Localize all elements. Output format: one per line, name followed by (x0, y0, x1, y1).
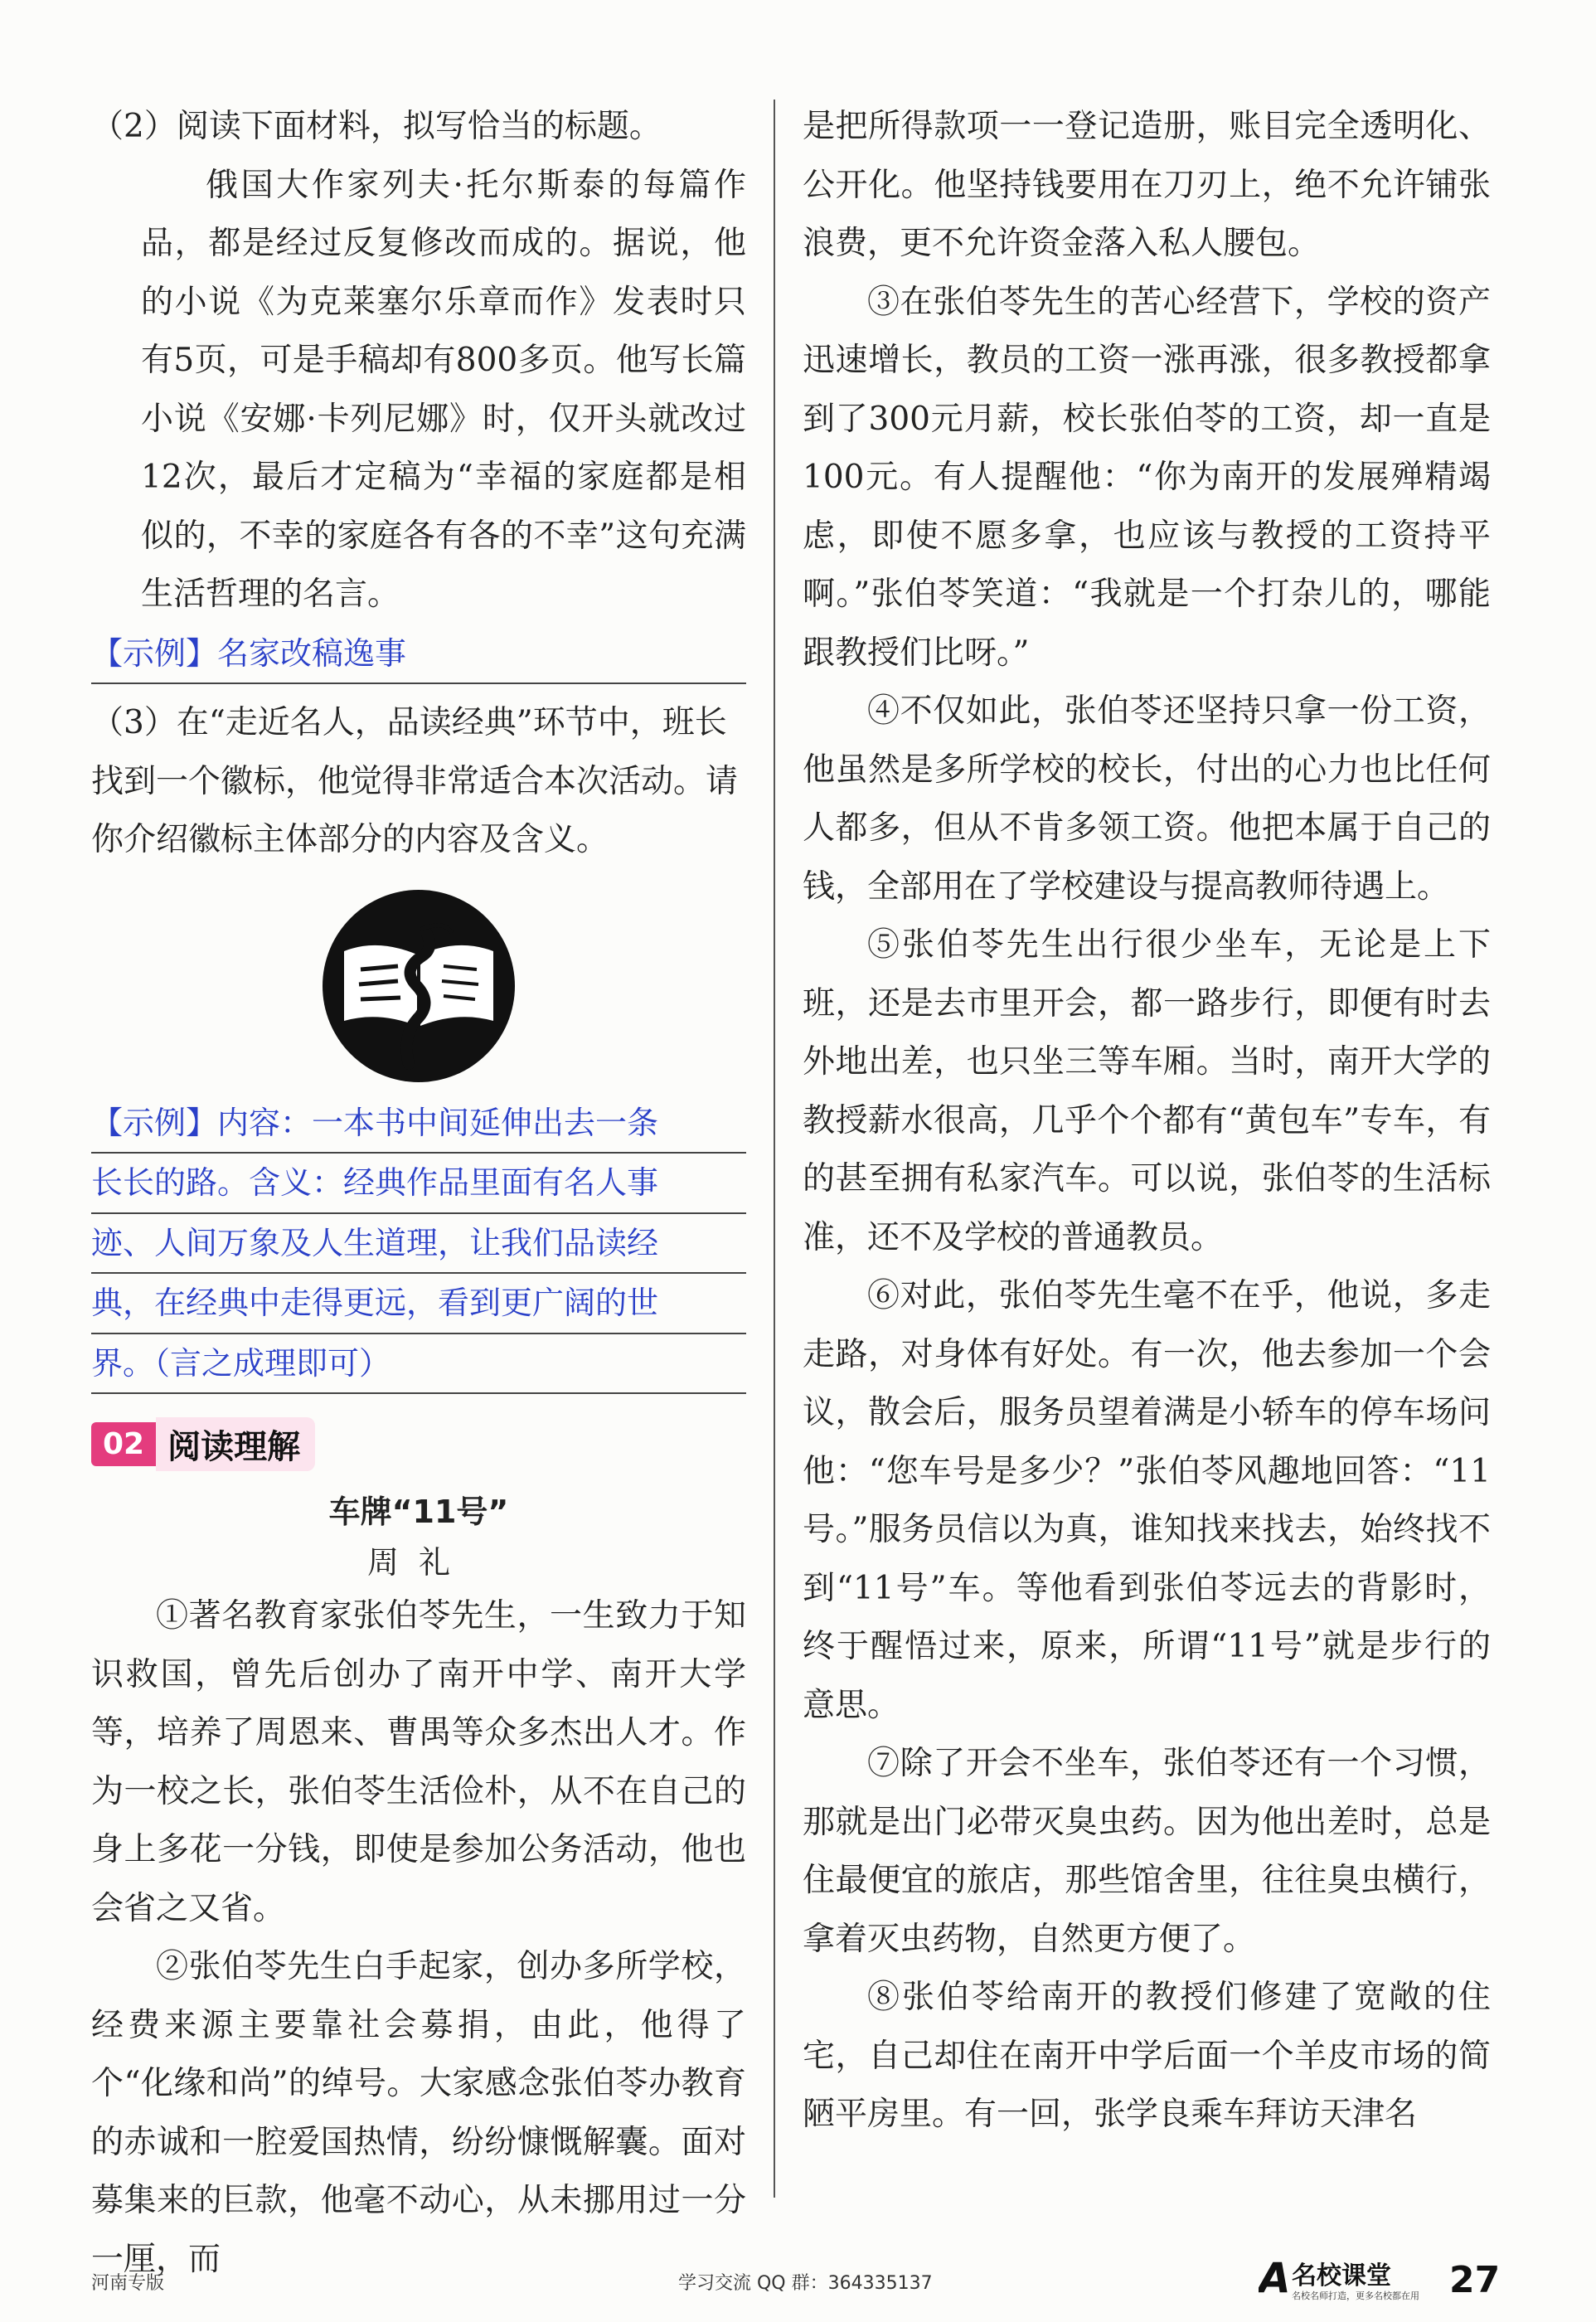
question-2-passage: 俄国大作家列夫·托尔斯泰的每篇作品，都是经过反复修改而成的。据说，他的小说《为克莱塞尔乐章而作》发表时只有5页，可是手稿却有800多页。他写长篇小说《安娜·卡列尼娜》时，仅开头就改过12次，最后才定稿为“幸福的家庭都是相似的，不幸的家庭各有各的不幸”这句充满生活哲理的名言。 (141, 166, 746, 613)
emblem-image (91, 887, 746, 1086)
answer-text: 名家改稿逸事 (217, 634, 407, 672)
article-author: 周礼 (366, 1544, 470, 1581)
answer-tag: 【示例】 (91, 634, 218, 672)
svg-text:A: A (1259, 2254, 1291, 2302)
page-number: 27 (1449, 2259, 1501, 2301)
question-2-answer (91, 624, 746, 685)
answer-line-3: 迹、人间万象及人生道理，让我们品读经 (91, 1214, 746, 1275)
open-book-road-emblem-icon (319, 887, 518, 1086)
question-3-prompt: （3）在“走近名人，品读经典”环节中，班长找到一个徽标，他觉得非常适合本次活动。请你介绍徽标主体部分的内容及含义。 (91, 704, 739, 858)
brand-logo (1259, 2254, 1441, 2304)
section-title: 阅读理解 (156, 1417, 315, 1471)
section-header (91, 1417, 746, 1471)
question-2-prompt: （2）阅读下面材料，拟写恰当的标题。 (91, 108, 662, 145)
left-column (91, 98, 746, 2289)
section-number: 02 (91, 1422, 156, 1466)
article-paragraph-6: ⑥对此，张伯苓先生毫不在乎，他说，多走走路，对身体有好处。有一次，他去参加一个会议，散会后，服务员望着满是小轿车的停车场问他：“您车号是多少？”张伯苓风趣地回答：“11号。”服务员信以为真，谁知找来找去，始终找不到“11号”车。等他看到张伯苓远去的背影时，终于醒悟过来，原来，所谓“11号”就是步行的意思。 (803, 1277, 1491, 1724)
article-paragraph-2-cont: 是把所得款项一一登记造册，账目完全透明化、公开化。他坚持钱要用在刀刃上，绝不允许铺张浪费，更不允许资金落入私人腰包。 (803, 108, 1491, 262)
article-paragraph-7: ⑦除了开会不坐车，张伯苓还有一个习惯，那就是出门必带灭臭虫药。因为他出差时，总是住最便宜的旅店，那些馆舍里，往往臭虫横行，拿着灭虫药物，自然更方便了。 (803, 1745, 1491, 1958)
article-paragraph-4: ④不仅如此，张伯苓还坚持只拿一份工资，他虽然是多所学校的校长，付出的心力也比任何人都多，但从不肯多领工资。他把本属于自己的钱，全部用在了学校建设与提高教师待遇上。 (803, 692, 1491, 906)
answer-line-5: 界。（言之成理即可） (91, 1334, 746, 1395)
answer-line-2: 长长的路。含义：经典作品里面有名人事 (91, 1154, 746, 1214)
edition-label: 河南专版 (91, 2273, 165, 2294)
article-paragraph-3: ③在张伯苓先生的苦心经营下，学校的资产迅速增长，教员的工资一涨再涨，很多教授都拿到了300元月薪，校长张伯苓的工资，却一直是100元。有人提醒他：“你为南开的发展殚精竭虑，即使不愿多拿，也应该与教授的工资持平啊。”张伯苓笑道：“我就是一个打杂儿的，哪能跟教授们比呀。” (803, 283, 1491, 672)
article-paragraph-5: ⑤张伯苓先生出行很少坐车，无论是上下班，还是去市里开会，都一路步行，即便有时去外地出差，也只坐三等车厢。当时，南开大学的教授薪水很高，几乎个个都有“黄包车”专车，有的甚至拥有私家汽车。可以说，张伯苓的生活标准，还不及学校的普通教员。 (803, 926, 1491, 1256)
answer-line-1: 【示例】内容：一本书中间延伸出去一条 (91, 1094, 746, 1154)
right-column (803, 98, 1491, 2145)
article-title: 车牌“11号” (328, 1494, 509, 1530)
question-3-answer (91, 1094, 746, 1395)
column-divider (774, 100, 775, 2198)
article-paragraph-2: ②张伯苓先生白手起家，创办多所学校，经费来源主要靠社会募捐，由此，他得了个“化缘和尚”的绰号。大家感念张伯苓办教育的赤诚和一腔爱国热情，纷纷慷慨解囊。面对募集来的巨款，他毫不动心，从未挪用过一分一厘，而 (91, 1948, 746, 2278)
answer-tag: 【示例】 (91, 1104, 218, 1141)
article-paragraph-8: ⑧张伯苓给南开的教授们修建了宽敞的住宅，自己却住在南开中学后面一个羊皮市场的简陋平房里。有一回，张学良乘车拜访天津名 (803, 1979, 1491, 2133)
answer-line-4: 典，在经典中走得更远，看到更广阔的世 (91, 1274, 746, 1334)
article-paragraph-1: ①著名教育家张伯苓先生，一生致力于知识救国，曾先后创办了南开中学、南开大学等，培养了周恩来、曹禺等众多杰出人才。作为一校之长，张伯苓生活俭朴，从不在自己的身上多花一分钱，即使是参加公务活动，他也会省之又省。 (91, 1597, 746, 1927)
footer (0, 2254, 1596, 2314)
qq-group: 学习交流 QQ 群：364335137 (678, 2273, 933, 2294)
svg-text:名校名师打造，更多名校都在用: 名校名师打造，更多名校都在用 (1292, 2290, 1419, 2301)
svg-text:名校课堂: 名校课堂 (1292, 2261, 1391, 2290)
